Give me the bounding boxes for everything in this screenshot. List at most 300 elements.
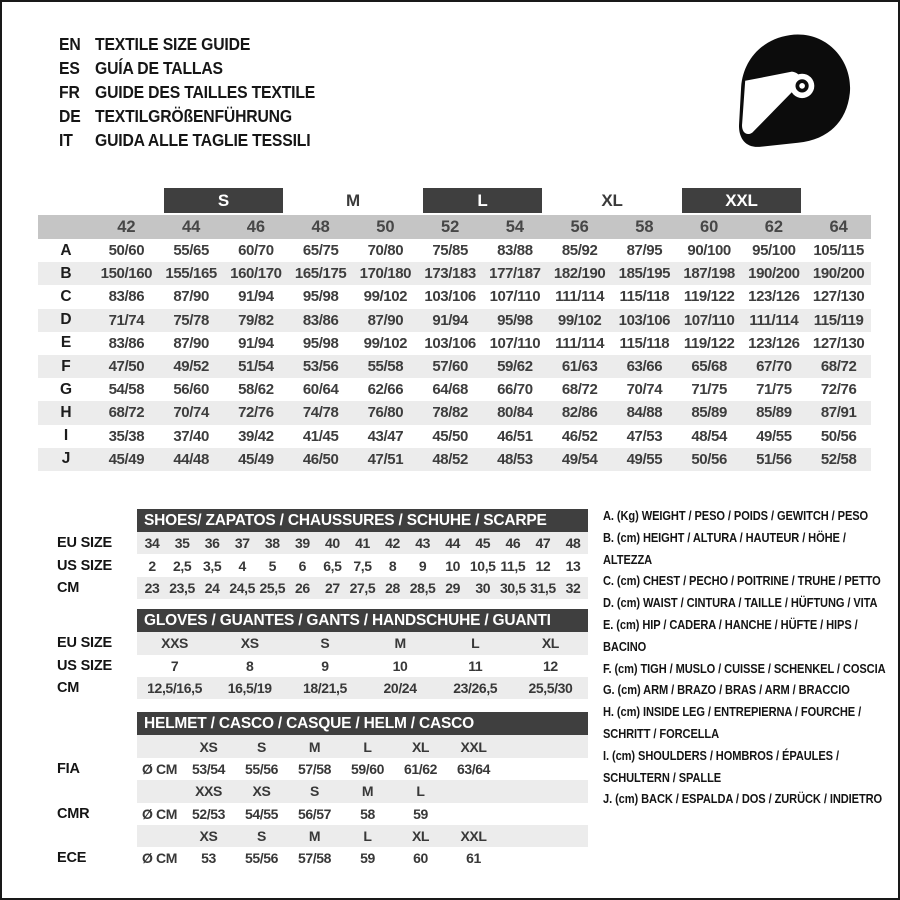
helmet-size-row <box>38 780 588 802</box>
size-value: 123/126 <box>748 334 800 352</box>
value: 4 <box>238 557 246 574</box>
size-value: 71/75 <box>756 381 792 399</box>
value: 13 <box>565 557 581 574</box>
size-value: 65/68 <box>691 358 727 376</box>
language-label: GUÍA DE TALLAS <box>95 58 223 78</box>
size-value: 60/64 <box>302 381 339 399</box>
gloves-values <box>137 632 588 654</box>
size-label: S <box>257 738 266 755</box>
legend-item-j: J. (cm) BACK / ESPALDA / DOS / ZURÜCK / INDIETRO <box>603 791 883 807</box>
row-label: US SIZE <box>57 657 112 674</box>
size-value: 68/72 <box>820 358 857 376</box>
size-label: M <box>361 783 374 800</box>
value: 35 <box>174 535 190 552</box>
size-value: 84/88 <box>626 404 663 422</box>
numeric-size: 54 <box>505 217 525 236</box>
shoes-rows <box>38 532 588 599</box>
textile-body <box>38 239 871 471</box>
size-value: 74/78 <box>302 404 339 422</box>
size-value: 43/47 <box>367 427 404 445</box>
legend-item-a: A. (Kg) WEIGHT / PESO / POIDS / GEWITCH / PESO <box>603 508 869 523</box>
size-value: 41/45 <box>302 427 339 445</box>
value: 26 <box>294 579 310 596</box>
size-group-m: M <box>346 190 360 210</box>
textile-row-b <box>38 262 871 285</box>
language-code: IT <box>59 130 73 150</box>
value: 44 <box>445 535 461 552</box>
size-value: 52/58 <box>820 450 857 468</box>
value: 29 <box>445 579 461 596</box>
size-value: 76/80 <box>367 404 404 422</box>
size-value: 65/75 <box>302 242 339 260</box>
size-group-xxl: XXL <box>682 188 802 213</box>
row-label: B <box>60 264 72 282</box>
value: 53/54 <box>191 760 226 777</box>
size-value: 82/86 <box>561 404 598 422</box>
size-value: 107/110 <box>489 288 541 306</box>
value: 11 <box>468 657 483 674</box>
size-value: 70/74 <box>173 404 209 422</box>
size-label: XS <box>199 738 218 755</box>
size-value: 111/114 <box>555 334 605 352</box>
value: 28 <box>385 579 400 596</box>
size-value: 51/56 <box>756 450 792 468</box>
value: 23 <box>144 579 160 596</box>
textile-size-table <box>38 188 871 471</box>
size-value: 39/42 <box>238 427 274 445</box>
gloves-row <box>38 677 588 699</box>
size-value: 99/102 <box>557 311 602 329</box>
size-label: M <box>308 738 321 755</box>
helmet-sizes <box>137 780 588 802</box>
helmet-value-row <box>38 758 588 780</box>
value: XS <box>240 635 259 652</box>
size-value: 111/114 <box>555 288 605 306</box>
value: 23/26,5 <box>453 680 498 697</box>
gloves-rows <box>38 632 588 699</box>
value: 61/62 <box>403 760 438 777</box>
helmet-size-row <box>38 825 588 847</box>
legend-items <box>603 505 890 810</box>
value: 43 <box>415 535 431 552</box>
value: 41 <box>355 535 370 552</box>
value: 46 <box>505 535 521 552</box>
value: 2,5 <box>172 557 192 574</box>
value: 16,5/19 <box>227 680 272 697</box>
language-list <box>59 32 315 152</box>
letter-size-row <box>38 188 871 213</box>
row-label: FIA <box>57 760 80 777</box>
language-code: FR <box>59 82 80 102</box>
gloves-values <box>137 655 588 677</box>
size-value: 127/130 <box>812 334 865 352</box>
textile-row-i <box>38 425 871 448</box>
value: 27,5 <box>349 579 376 596</box>
size-value: 70/74 <box>626 381 663 399</box>
textile-row-a <box>38 239 871 262</box>
size-value: 50/56 <box>691 450 727 468</box>
legend-item-b: B. (cm) HEIGHT / ALTURA / HAUTEUR / HÖHE / ALTEZZA <box>603 529 846 567</box>
size-value: 48/53 <box>497 450 533 468</box>
size-value: 47/53 <box>626 427 663 445</box>
size-value: 63/66 <box>626 358 663 376</box>
helmet-values <box>137 847 588 869</box>
value: 12,5/16,5 <box>147 680 202 697</box>
size-value: 64/68 <box>432 381 468 399</box>
size-value: 91/94 <box>238 334 274 352</box>
value: 8 <box>388 557 397 574</box>
row-label: CMR <box>57 805 90 822</box>
size-value: 58/62 <box>238 381 274 399</box>
textile-row-g <box>38 378 871 401</box>
language-row <box>59 128 315 152</box>
row-label: C <box>60 287 72 305</box>
shoes-header: SHOES/ ZAPATOS / CHAUSSURES / SCHUHE / SCARPE <box>137 509 588 532</box>
size-value: 49/54 <box>561 450 598 468</box>
size-value: 49/55 <box>756 427 792 445</box>
size-value: 95/98 <box>302 288 339 306</box>
size-value: 119/122 <box>683 288 735 306</box>
textile-row-e <box>38 332 871 355</box>
unit-cell: Ø CM <box>142 850 177 867</box>
value: 28,5 <box>409 579 436 596</box>
value: 53 <box>201 850 216 867</box>
numeric-size: 42 <box>117 217 136 236</box>
value: 59 <box>360 850 375 867</box>
value: 5 <box>268 557 276 574</box>
size-value: 79/82 <box>238 311 274 329</box>
value: 12 <box>543 657 558 674</box>
language-code: ES <box>59 58 80 78</box>
size-value: 87/91 <box>820 404 857 422</box>
value: 37 <box>234 535 250 552</box>
value: 27 <box>325 579 340 596</box>
numeric-size: 56 <box>570 217 589 236</box>
size-value: 72/76 <box>820 381 857 399</box>
size-value: 45/50 <box>432 427 468 445</box>
size-value: 103/106 <box>618 311 671 329</box>
size-value: 49/55 <box>626 450 663 468</box>
row-label: E <box>60 334 72 352</box>
value: 57/58 <box>297 760 332 777</box>
language-label: GUIDA ALLE TAGLIE TESSILI <box>95 130 311 150</box>
size-value: 91/94 <box>432 311 468 329</box>
numeric-size: 64 <box>829 217 848 236</box>
language-code: DE <box>59 106 81 126</box>
size-value: 75/85 <box>432 242 468 260</box>
value: S <box>320 635 330 652</box>
language-row <box>59 104 315 128</box>
gloves-values <box>137 677 588 699</box>
size-value: 83/88 <box>497 242 533 260</box>
size-value: 119/122 <box>683 334 735 352</box>
size-value: 45/49 <box>108 450 145 468</box>
row-label <box>38 735 137 757</box>
language-code: EN <box>59 34 81 54</box>
size-value: 90/100 <box>687 242 731 260</box>
value: 6,5 <box>323 557 342 574</box>
value: 9 <box>418 557 427 574</box>
size-value: 187/198 <box>683 265 735 283</box>
size-label: XXS <box>195 783 222 800</box>
row-label: F <box>61 357 71 375</box>
size-value: 85/89 <box>756 404 792 422</box>
size-label: L <box>363 828 372 845</box>
textile-row-h <box>38 401 871 424</box>
size-value: 95/100 <box>752 242 796 260</box>
shoes-row <box>38 577 588 599</box>
size-value: 62/66 <box>367 381 404 399</box>
size-value: 127/130 <box>812 288 865 306</box>
size-label: XXL <box>460 828 487 845</box>
size-label: XL <box>411 828 430 845</box>
row-label: J <box>61 450 71 468</box>
textile-row-j <box>38 448 871 471</box>
size-value: 71/74 <box>108 311 145 329</box>
textile-row-c <box>38 285 871 308</box>
value: 10 <box>445 557 461 574</box>
row-label: H <box>60 403 72 421</box>
value: 32 <box>565 579 581 596</box>
gloves-row <box>38 655 588 677</box>
numeric-size: 50 <box>376 217 395 236</box>
value: 12 <box>535 557 551 574</box>
value: 6 <box>298 557 307 574</box>
value: 20/24 <box>383 680 417 697</box>
size-value: 49/52 <box>173 358 209 376</box>
helmet-header: HELMET / CASCO / CASQUE / HELM / CASCO <box>137 712 588 735</box>
value: 63/64 <box>456 760 491 777</box>
helmet-values <box>137 758 588 780</box>
language-row <box>59 56 315 80</box>
value: 8 <box>246 657 254 674</box>
value: 57/58 <box>297 850 332 867</box>
value: 9 <box>321 657 329 674</box>
value: 30,5 <box>500 579 526 596</box>
size-value: 68/72 <box>561 381 598 399</box>
unit-cell: Ø CM <box>142 760 177 777</box>
size-value: 99/102 <box>363 288 408 306</box>
legend-item-d: D. (cm) WAIST / CINTURA / TAILLE / HÜFTUNG / VITA <box>603 595 878 611</box>
size-value: 48/54 <box>691 427 727 445</box>
size-value: 95/98 <box>497 311 533 329</box>
value: 58 <box>360 805 375 822</box>
value: 7,5 <box>353 557 372 574</box>
shoes-values <box>137 554 588 576</box>
row-label <box>38 825 137 847</box>
size-value: 190/200 <box>748 265 800 283</box>
size-value: 150/160 <box>100 265 153 283</box>
value: XL <box>541 635 559 652</box>
value: 47 <box>535 535 551 552</box>
legend-item-h: H. (cm) INSIDE LEG / ENTREPIERNA / FOURCHE / SCHRITT / FORCELLA <box>603 704 862 741</box>
value: 42 <box>385 535 400 552</box>
size-group-xl: XL <box>601 190 623 210</box>
size-value: 123/126 <box>748 288 800 306</box>
numeric-size: 46 <box>246 217 266 236</box>
value: 11,5 <box>500 557 526 574</box>
size-value: 50/60 <box>108 242 145 260</box>
language-label: TEXTILE SIZE GUIDE <box>95 34 251 54</box>
size-value: 177/187 <box>489 265 541 283</box>
value: 59/60 <box>350 760 385 777</box>
size-value: 37/40 <box>173 427 209 445</box>
row-label: EU SIZE <box>57 535 112 552</box>
helmet-value-row <box>38 803 588 825</box>
value: 45 <box>475 535 491 552</box>
size-value: 173/183 <box>424 265 476 283</box>
value: 18/21,5 <box>302 680 347 697</box>
size-value: 61/63 <box>561 358 598 376</box>
helmet-sizes <box>137 825 588 847</box>
language-label: GUIDE DES TAILLES TEXTILE <box>95 82 316 102</box>
size-value: 70/80 <box>367 242 404 260</box>
textile-row-f <box>38 355 871 378</box>
size-label: M <box>308 828 321 845</box>
size-value: 103/106 <box>424 334 476 352</box>
language-label: TEXTILGRÖßENFÜHRUNG <box>95 106 292 126</box>
size-value: 53/56 <box>302 358 339 376</box>
size-value: 50/56 <box>820 427 857 445</box>
size-value: 46/51 <box>497 427 533 445</box>
row-label: D <box>60 311 72 329</box>
helmet-values <box>137 803 588 825</box>
size-value: 185/195 <box>618 265 671 283</box>
size-value: 75/78 <box>173 311 209 329</box>
value: 10,5 <box>469 557 496 574</box>
size-value: 66/70 <box>497 381 533 399</box>
row-label: EU SIZE <box>57 635 112 652</box>
size-label: S <box>257 828 266 845</box>
size-value: 87/95 <box>626 242 663 260</box>
size-value: 46/52 <box>561 427 598 445</box>
value: 34 <box>144 535 160 552</box>
gloves-row <box>38 632 588 654</box>
value: 3,5 <box>203 557 222 574</box>
row-label: CM <box>57 680 80 697</box>
size-value: 107/110 <box>489 334 541 352</box>
size-value: 165/175 <box>294 265 347 283</box>
value: 59 <box>413 805 428 822</box>
size-value: 47/51 <box>367 450 404 468</box>
row-label: CM <box>57 579 80 596</box>
size-value: 107/110 <box>683 311 735 329</box>
size-value: 83/86 <box>108 288 145 306</box>
size-value: 45/49 <box>238 450 274 468</box>
legend-item-f: F. (cm) TIGH / MUSLO / CUISSE / SCHENKEL / COSCIA <box>603 660 886 676</box>
size-label: L <box>416 783 425 800</box>
language-row <box>59 32 315 56</box>
size-value: 46/50 <box>302 450 339 468</box>
value: 25,5 <box>259 579 286 596</box>
size-value: 155/165 <box>165 265 217 283</box>
size-value: 115/119 <box>813 311 864 329</box>
value: 52/53 <box>191 805 226 822</box>
size-label: XS <box>252 783 271 800</box>
size-value: 95/98 <box>302 334 339 352</box>
value: 10 <box>392 657 408 674</box>
size-group-l: L <box>423 188 543 213</box>
size-value: 87/90 <box>367 311 404 329</box>
numeric-size: 44 <box>181 217 201 236</box>
size-value: 35/38 <box>108 427 145 445</box>
legend-item-i: I. (cm) SHOULDERS / HOMBROS / ÉPAULES / SCHULTERN / SPALLE <box>603 747 839 785</box>
accessory-tables <box>38 509 588 870</box>
size-label: XS <box>199 828 218 845</box>
helmet-value-row <box>38 847 588 869</box>
value: 23,5 <box>169 579 195 596</box>
numeric-size-row <box>38 215 871 239</box>
size-value: 83/86 <box>108 334 145 352</box>
value: 30 <box>475 579 491 596</box>
size-value: 57/60 <box>432 358 468 376</box>
legend-item-g: G. (cm) ARM / BRAZO / BRAS / ARM / BRACCIO <box>603 682 850 698</box>
value: 2 <box>148 557 156 574</box>
racing-helmet-icon <box>735 30 857 157</box>
size-value: 83/86 <box>302 311 339 329</box>
shoes-row <box>38 532 588 554</box>
helmet-size-row <box>38 735 588 757</box>
value: 55/56 <box>244 850 279 867</box>
size-value: 60/70 <box>238 242 274 260</box>
size-value: 170/180 <box>359 265 412 283</box>
value: 38 <box>264 535 280 552</box>
size-value: 47/50 <box>108 358 145 376</box>
size-value: 115/118 <box>619 288 670 306</box>
helmet-rows <box>38 735 588 869</box>
size-value: 55/65 <box>173 242 209 260</box>
size-value: 85/92 <box>561 242 598 260</box>
textile-row-d <box>38 309 871 332</box>
size-value: 91/94 <box>238 288 274 306</box>
value: 61 <box>466 850 481 867</box>
value: 24,5 <box>229 579 256 596</box>
size-value: 99/102 <box>363 334 408 352</box>
size-value: 111/114 <box>749 311 799 329</box>
numeric-size: 62 <box>764 217 784 236</box>
value: 48 <box>565 535 581 552</box>
size-value: 55/58 <box>367 358 404 376</box>
value: 54/55 <box>244 805 279 822</box>
size-value: 78/82 <box>432 404 468 422</box>
size-value: 56/60 <box>173 381 209 399</box>
value: L <box>471 635 480 652</box>
value: 31,5 <box>530 579 556 596</box>
shoes-row <box>38 554 588 576</box>
size-value: 160/170 <box>230 265 282 283</box>
value: 40 <box>325 535 340 552</box>
size-value: 182/190 <box>553 265 606 283</box>
language-row <box>59 80 315 104</box>
size-label: XXL <box>460 738 487 755</box>
numeric-size: 60 <box>699 217 719 236</box>
shoes-values <box>137 577 588 599</box>
helmet-sizes <box>137 735 588 757</box>
legend-item-e: E. (cm) HIP / CADERA / HANCHE / HÜFTE / HIPS / BACINO <box>603 616 858 654</box>
size-value: 71/75 <box>691 381 727 399</box>
value: 60 <box>413 850 428 867</box>
numeric-size: 58 <box>635 217 654 236</box>
size-label: S <box>310 783 319 800</box>
size-value: 59/62 <box>497 358 533 376</box>
size-label: XL <box>411 738 430 755</box>
size-value: 72/76 <box>238 404 274 422</box>
row-label: A <box>60 241 72 259</box>
value: 24 <box>204 579 220 596</box>
row-label: ECE <box>57 850 87 867</box>
size-value: 48/52 <box>432 450 468 468</box>
unit-cell: Ø CM <box>142 805 177 822</box>
